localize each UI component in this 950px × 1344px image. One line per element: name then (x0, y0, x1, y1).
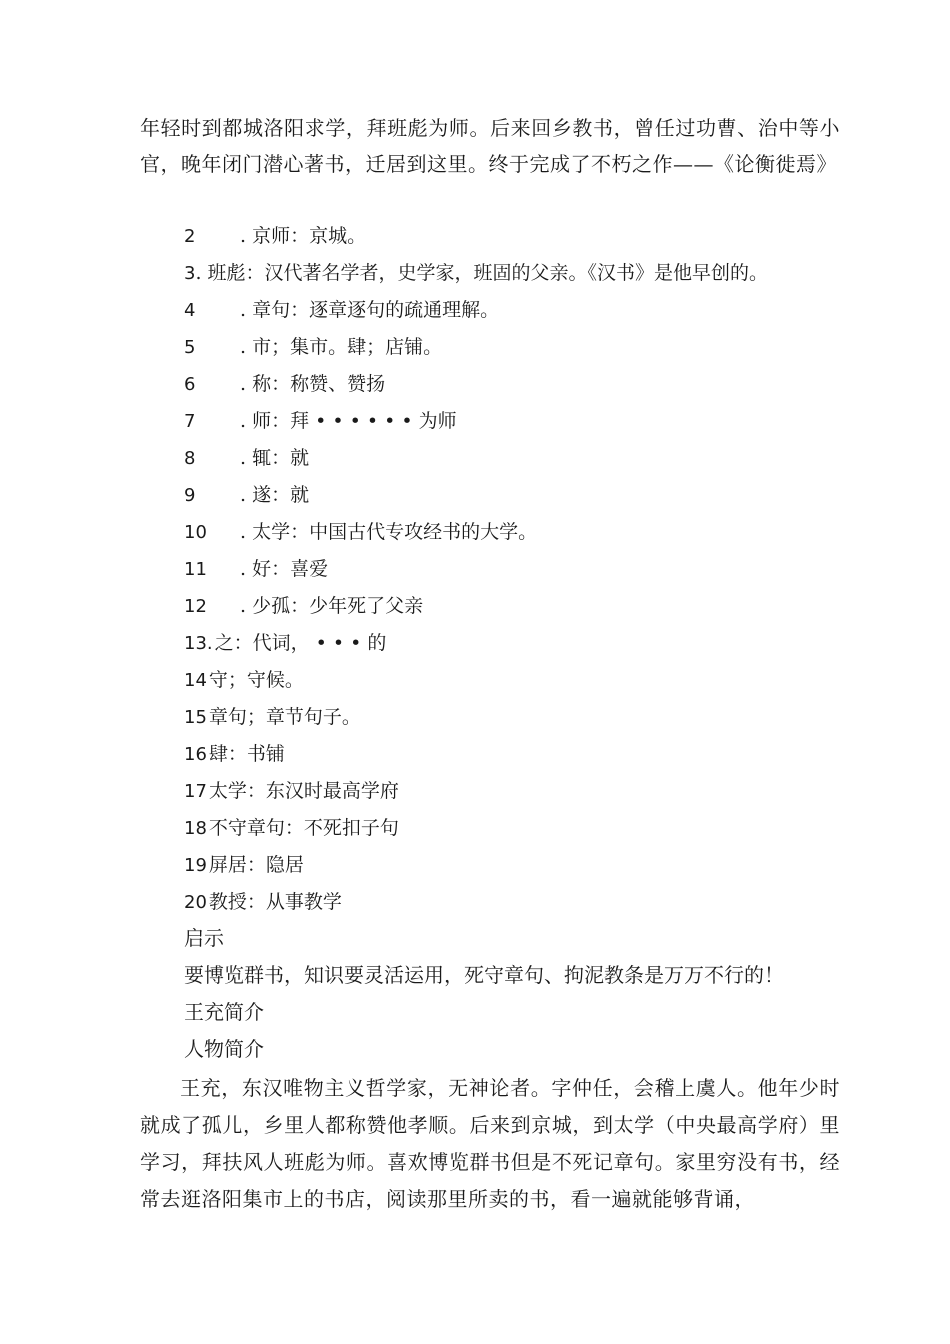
note-item (184, 625, 864, 662)
note-item (184, 292, 864, 329)
note-text: . 遂：就 (240, 484, 310, 506)
note-item (184, 810, 864, 847)
section-heading-wang: 王充简介 (184, 1000, 264, 1024)
note-number: 6 (184, 374, 196, 395)
note-text: 之：代词， • • • 的 (214, 632, 387, 654)
note-number: 16 (184, 744, 207, 765)
note-text: . 称：称赞、赞扬 (240, 373, 386, 395)
note-number: 5 (184, 337, 196, 358)
note-item (184, 551, 864, 588)
note-item (184, 773, 864, 810)
note-number: 10 (184, 522, 207, 543)
note-item (184, 662, 864, 699)
note-number: 15 (184, 707, 207, 728)
note-number: 9 (184, 485, 196, 506)
note-number: 11 (184, 559, 207, 580)
note-text: . 少孤：少年死了父亲 (240, 595, 424, 617)
note-item (184, 440, 864, 477)
note-number: 8 (184, 448, 196, 469)
note-text: . 市；集市。肆；店铺。 (240, 336, 443, 358)
note-number: 13. (184, 633, 213, 654)
note-item (184, 847, 864, 884)
note-text: 守；守候。 (208, 669, 304, 691)
note-text: 不守章句：不死扣子句 (208, 817, 399, 839)
section-heading-renwu: 人物简介 (184, 1037, 264, 1061)
note-item (184, 477, 864, 514)
note-item (184, 736, 864, 773)
note-number: 4 (184, 300, 196, 321)
note-text: . 太学：中国古代专攻经书的大学。 (240, 521, 538, 543)
qishi-text: 要博览群书，知识要灵活运用，死守章句、拘泥教条是万万不行的！ (184, 963, 784, 987)
note-text: . 班彪：汉代著名学者，史学家，班固的父亲。《汉书》是他早创的。 (195, 262, 769, 284)
note-text: 屏居：隐居 (208, 854, 304, 876)
note-item (184, 366, 864, 403)
note-number: 3 (184, 263, 196, 284)
note-item (184, 514, 864, 551)
note-text: 教授：从事教学 (208, 891, 342, 913)
section-heading-qishi: 启示 (184, 926, 224, 950)
notes-list (184, 218, 864, 921)
note-item (184, 255, 864, 292)
note-number: 7 (184, 411, 196, 432)
note-item (184, 218, 864, 255)
note-number: 18 (184, 818, 207, 839)
note-text: . 好：喜爱 (240, 558, 329, 580)
note-number: 19 (184, 855, 207, 876)
note-number: 14 (184, 670, 207, 691)
note-item (184, 884, 864, 921)
intro-paragraph: 年轻时到都城洛阳求学，拜班彪为师。后来回乡教书，曾任过功曹、治中等小官，晚年闭门潜心著书，迁居到这里。终于完成了不朽之作——《论衡徙焉》 (140, 116, 840, 176)
note-item (184, 699, 864, 736)
note-number: 12 (184, 596, 207, 617)
note-text: 太学：东汉时最高学府 (208, 780, 399, 802)
note-text: . 章句：逐章逐句的疏通理解。 (240, 299, 500, 321)
note-item (184, 588, 864, 625)
note-text: . 师：拜 • • • • • • 为师 (240, 410, 457, 432)
note-text: 章句；章节句子。 (208, 706, 361, 728)
note-item (184, 403, 864, 440)
note-text: . 京师：京城。 (240, 225, 367, 247)
note-number: 20 (184, 892, 207, 913)
note-text: 肆：书铺 (208, 743, 285, 765)
bio-paragraph: 王充，东汉唯物主义哲学家，无神论者。字仲任，会稽上虞人。他年少时就成了孤儿，乡里人都称赞他孝顺。后来到京城，到太学（中央最高学府）里学习，拜扶风人班彪为师。喜欢博览群书但是不死记章句。家里穷没有书，经常去逛洛阳集市上的书店，阅读那里所卖的书，看一遍就能够背诵， (140, 1076, 840, 1211)
note-item (184, 329, 864, 366)
note-number: 17 (184, 781, 207, 802)
note-number: 2 (184, 226, 196, 247)
note-text: . 辄：就 (240, 447, 310, 469)
